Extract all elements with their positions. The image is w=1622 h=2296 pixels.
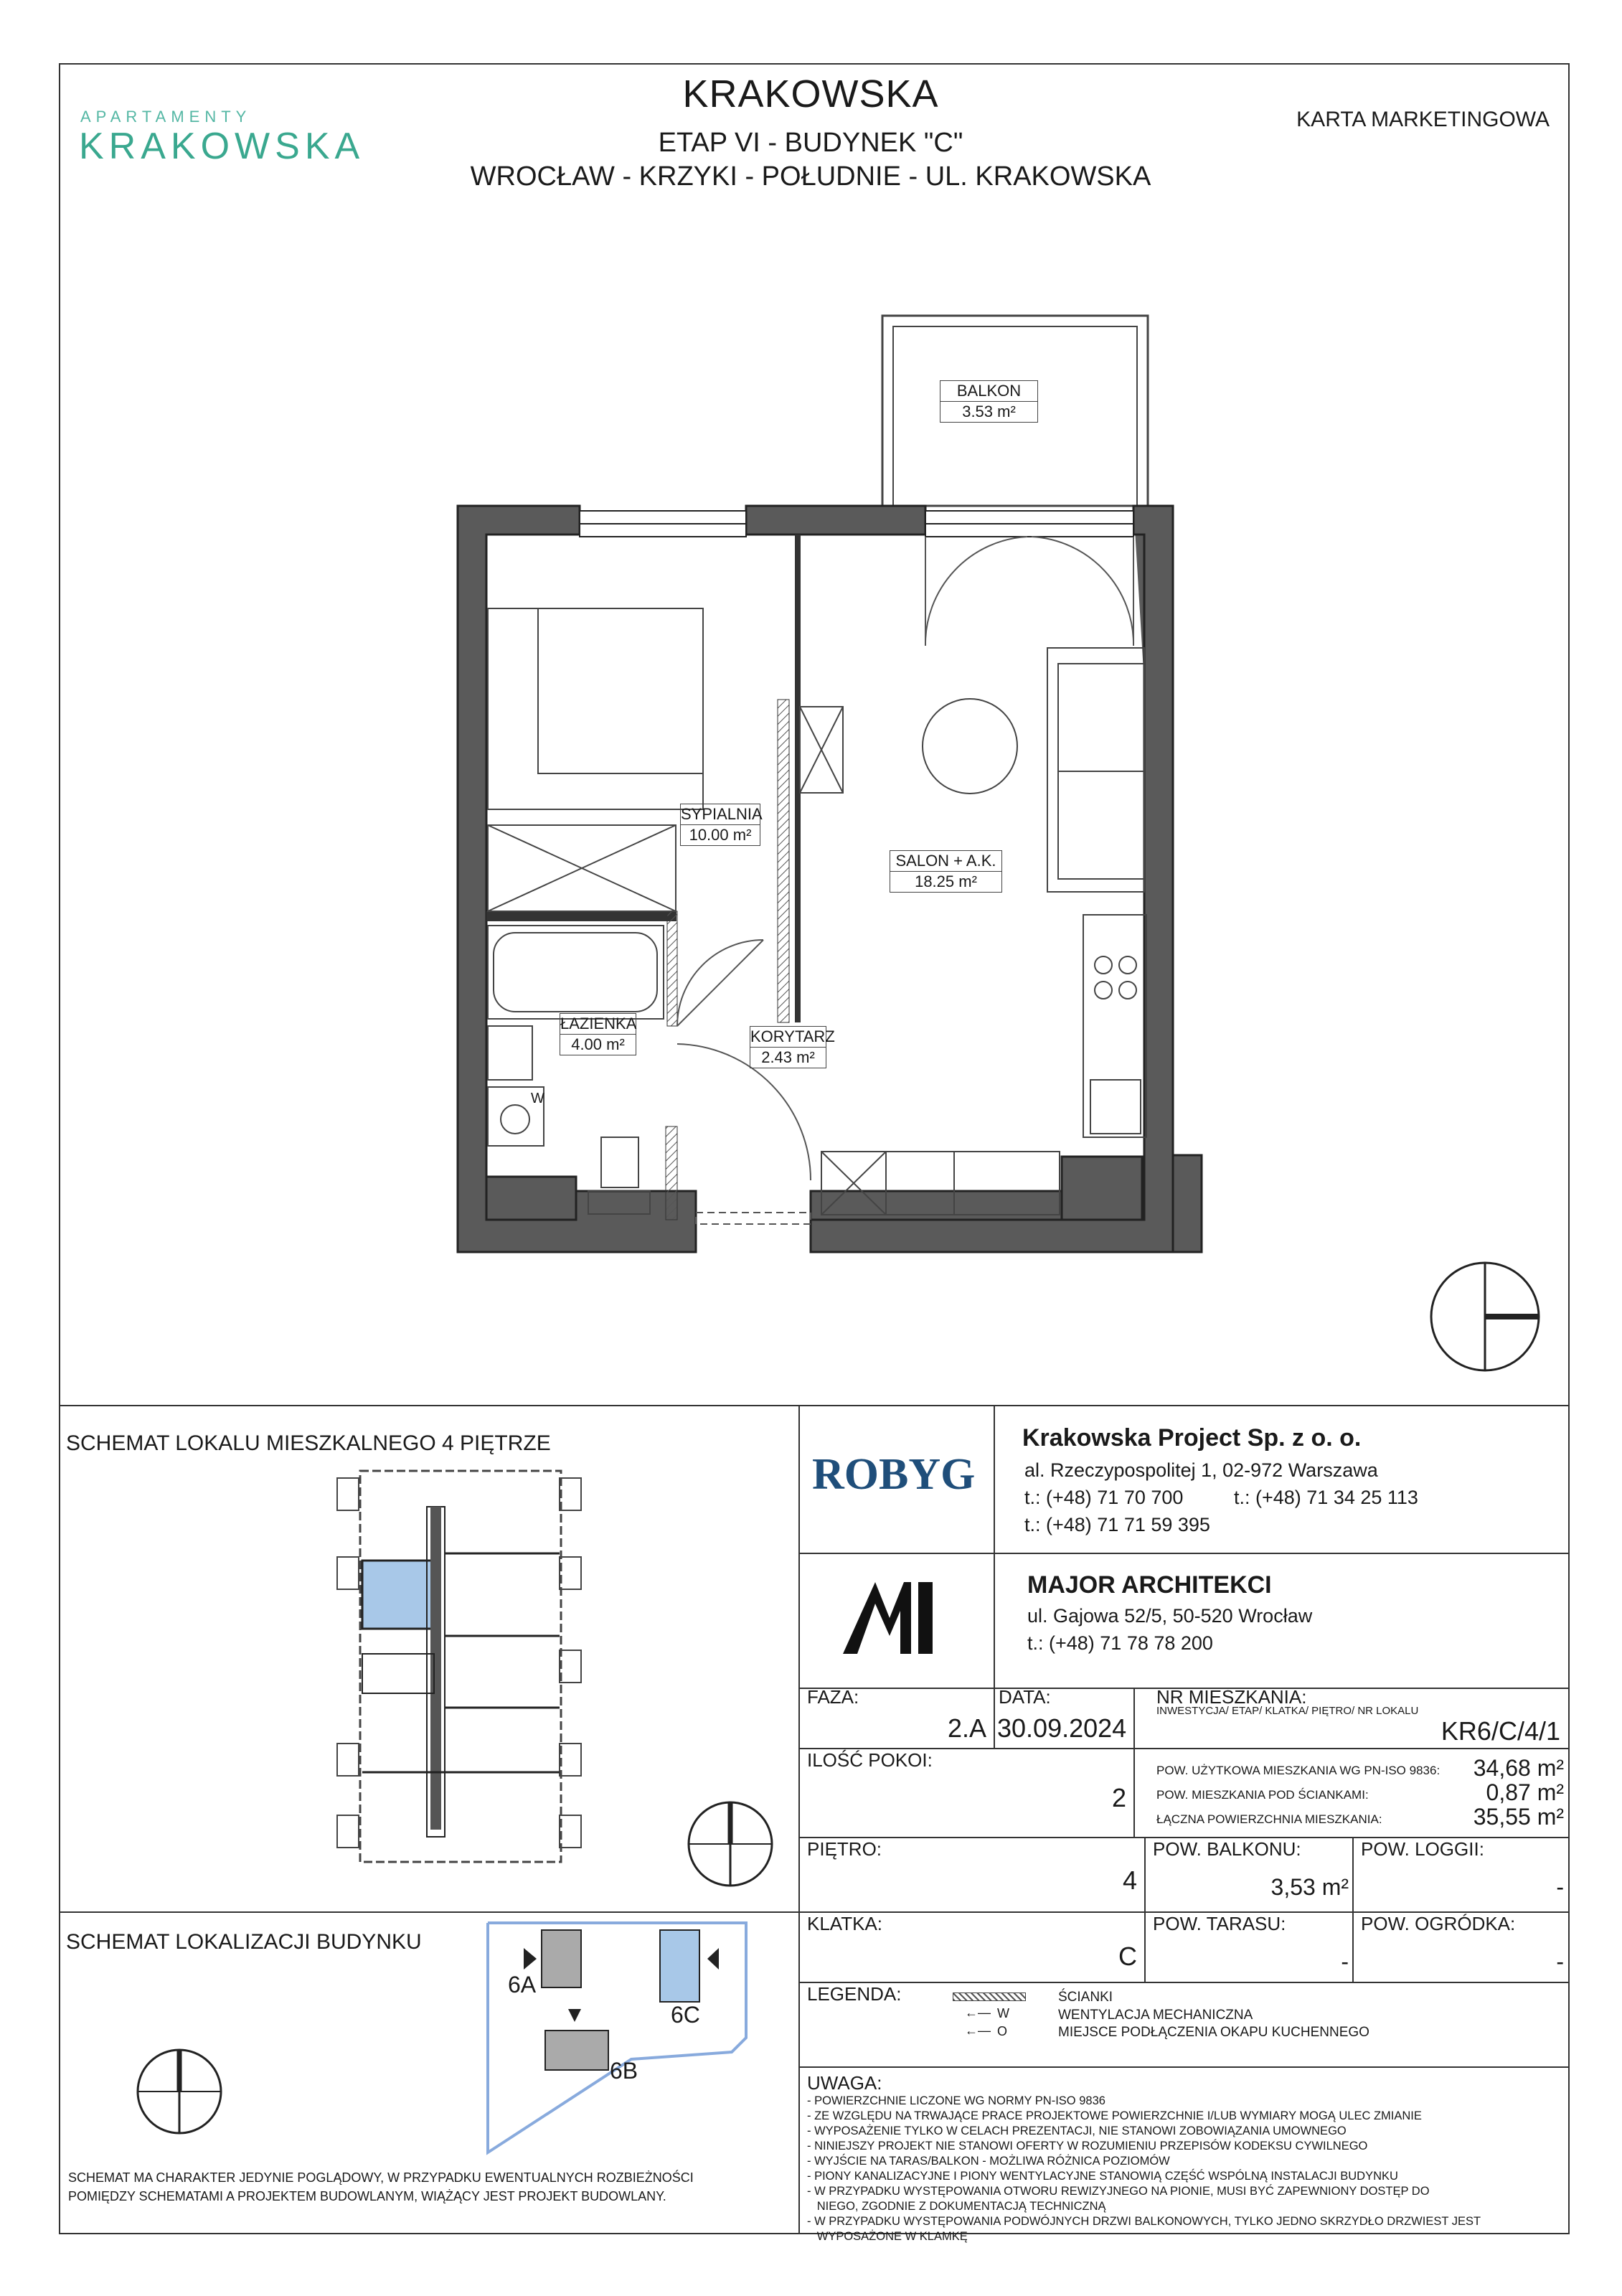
notes-list (807, 2094, 1560, 2244)
pokoje-label: ILOŚĆ POKOI: (807, 1749, 933, 1771)
balkon-value: 3,53 m² (1270, 1874, 1349, 1900)
floor-schema (330, 1464, 588, 1873)
faza-value: 2.A (947, 1713, 986, 1743)
legend-vent-arrow-icon: ←— (965, 2005, 991, 2020)
data-label: DATA: (999, 1686, 1051, 1708)
ogrodek-label: POW. OGRÓDKA: (1361, 1913, 1516, 1934)
note-line: - WYJŚCIE NA TARAS/BALKON - MOŻLIWA RÓŻNICA POZIOMÓW (807, 2155, 1170, 2168)
notes-title: UWAGA: (807, 2072, 882, 2094)
loggia-value: - (1556, 1874, 1564, 1900)
note-line: - POWIERZCHNIE LICZONE WG NORMY PN-ISO 9836 (807, 2094, 1105, 2107)
nr-value: KR6/C/4/1 (1441, 1716, 1560, 1746)
pokoje-value: 2 (1111, 1783, 1126, 1812)
building-label-6c: 6C (671, 2002, 700, 2028)
dining-table (923, 699, 1017, 794)
taras-value: - (1341, 1949, 1349, 1975)
note-line: WYPOSAŻONE W KLAMKĘ (807, 2230, 968, 2243)
pow-laczna-value: 35,55 m² (1473, 1804, 1564, 1830)
pow-scianki-label: POW. MIESZKANIA POD ŚCIANKAMI: (1156, 1788, 1369, 1802)
brand-logo-top: APARTAMENTY (80, 108, 252, 126)
ogrodek-value: - (1556, 1949, 1564, 1975)
balkon-label: POW. BALKONU: (1153, 1838, 1301, 1860)
developer-address: al. Rzeczypospolitej 1, 02-972 Warszawa (1024, 1459, 1378, 1481)
faza-label: FAZA: (807, 1686, 859, 1708)
developer-logo: ROBYG (812, 1450, 976, 1499)
legend-hood-symbol: O (997, 2024, 1008, 2038)
loggia-label: POW. LOGGII: (1361, 1838, 1484, 1860)
nr-label: NR MIESZKANIA: (1156, 1686, 1307, 1708)
building-6c (660, 1930, 699, 2002)
architect-logo (836, 1575, 951, 1661)
kitchen-counter (1083, 915, 1146, 1137)
data-value: 30.09.2024 (997, 1713, 1127, 1743)
page-subtitle-location: WROCŁAW - KRZYKI - POŁUDNIE - UL. KRAKOWSKA (470, 161, 1151, 192)
note-line: NIEGO, ZGODNIE Z DOKUMENTACJĄ TECHNICZNĄ (807, 2200, 1106, 2213)
room-label-sypialnia: SYPIALNIA 10.00 m² (680, 804, 760, 846)
architect-phone: t.: (+48) 71 78 78 200 (1027, 1632, 1213, 1654)
pow-laczna-label: ŁĄCZNA POWIERZCHNIA MIESZKANIA: (1156, 1812, 1382, 1826)
legend-title: LEGENDA: (807, 1983, 902, 2005)
divider-schemat (59, 1911, 798, 1913)
bathroom-sink (488, 1026, 532, 1080)
brand-logo-main: KRAKOWSKA (79, 126, 365, 167)
pow-uzyt-value: 34,68 m² (1473, 1755, 1564, 1781)
developer-phone-1: t.: (+48) 71 70 700 (1024, 1487, 1184, 1508)
nr-sublabel: INWESTYCJA/ ETAP/ KLATKA/ PIĘTRO/ NR LOKALU (1156, 1705, 1419, 1717)
building-label-6b: 6B (610, 2058, 638, 2084)
page-title: KRAKOWSKA (682, 72, 939, 116)
divider-center (798, 1405, 800, 2234)
bathtub (488, 926, 664, 1019)
pow-uzyt-label: POW. UŻYTKOWA MIESZKANIA WG PN-ISO 9836: (1156, 1764, 1441, 1777)
legend-wall-swatch (953, 1992, 1026, 2001)
sofa (1047, 648, 1144, 892)
schema-north-arrow (680, 1794, 781, 1894)
bed (488, 608, 703, 809)
note-line: - WYPOSAŻENIE TYLKO W CELACH PREZENTACJI, NIE STANOWI ZOBOWIĄZANIA UMOWNEGO (807, 2125, 1347, 2137)
legend-vent-symbol: W (997, 2006, 1009, 2020)
klatka-label: KLATKA: (807, 1913, 883, 1934)
note-line: - NINIEJSZY PROJEKT NIE STANOWI OFERTY W ROZUMIENIU PRZEPISÓW KODEKSU CYWILNEGO (807, 2140, 1368, 2152)
developer-phone-3: t.: (+48) 71 71 59 395 (1024, 1514, 1210, 1535)
location-north-arrow (129, 2041, 230, 2142)
developer-name: Krakowska Project Sp. z o. o. (1022, 1424, 1362, 1452)
toilet (601, 1137, 638, 1187)
building-label-6a: 6A (508, 1972, 537, 1998)
legend-item-walls: ŚCIANKI (1058, 1990, 1113, 2005)
room-label-salon: SALON + A.K. 18.25 m² (890, 850, 1002, 893)
outer-walls (458, 506, 696, 1252)
architect-address: ul. Gajowa 52/5, 50-520 Wrocław (1027, 1605, 1313, 1627)
klatka-value: C (1118, 1942, 1137, 1971)
developer-phone-2: t.: (+48) 71 34 25 113 (1234, 1487, 1418, 1508)
legend-item-vent: WENTYLACJA MECHANICZNA (1058, 2008, 1253, 2023)
wm-label: W (531, 1091, 544, 1106)
note-line: - ZE WZGLĘDU NA TRWAJĄCE PRACE PROJEKTOWE POWIERZCHNIE I/LUB WYMIARY MOGĄ ULEC ZMIANIE (807, 2109, 1422, 2122)
architect-name: MAJOR ARCHITEKCI (1027, 1571, 1272, 1599)
taras-label: POW. TARASU: (1153, 1913, 1286, 1934)
room-label-lazienka: ŁAZIENKA 4.00 m² (560, 1013, 636, 1055)
building-6b (545, 2031, 608, 2070)
legend-hood-arrow-icon: ←— (965, 2023, 991, 2038)
note-line: - W PRZYPADKU WYSTĘPOWANIA OTWORU REWIZYJNEGO NA PIONIE, MUSI BYĆ ZAPEWNIONY DOSTĘP DO (807, 2185, 1430, 2198)
pietro-label: PIĘTRO: (807, 1838, 882, 1860)
card-type-label: KARTA MARKETINGOWA (1296, 108, 1550, 131)
room-label-balkon: BALKON 3.53 m² (940, 380, 1038, 423)
note-line: - W PRZYPADKU WYSTĘPOWANIA PODWÓJNYCH DRZWI BALKONOWYCH, TYLKO JEDNO SKRZYDŁO DRZWIEST JEST (807, 2215, 1481, 2228)
page-subtitle-stage: ETAP VI - BUDYNEK "C" (658, 128, 963, 158)
note-line: - PIONY KANALIZACYJNE I PIONY WENTYLACYJNE STANOWIĄ CZĘŚĆ WSPÓLNĄ INSTALACJI BUDYNKU (807, 2170, 1398, 2183)
schema-disclaimer: SCHEMAT MA CHARAKTER JEDYNIE POGLĄDOWY, W PRZYPADKU EWENTUALNYCH ROZBIEŻNOŚCI POMIĘDZY SCHEMATAMI A PROJEKTEM BUDOWLANYM, WIĄŻĄCY JEST PROJEKT BUDOWLANY. (68, 2170, 694, 2203)
legend-item-hood: MIEJSCE PODŁĄCZENIA OKAPU KUCHENNEGO (1058, 2025, 1369, 2040)
pietro-value: 4 (1122, 1866, 1137, 1895)
room-label-korytarz: KORYTARZ 2.43 m² (750, 1026, 826, 1068)
location-schema (459, 1916, 775, 2181)
location-schema-title: SCHEMAT LOKALIZACJI BUDYNKU (66, 1930, 422, 1954)
pow-scianki-value: 0,87 m² (1486, 1779, 1564, 1805)
divider-main (59, 1405, 1570, 1406)
building-6a (542, 1930, 581, 1987)
floor-schema-title: SCHEMAT LOKALU MIESZKALNEGO 4 PIĘTRZE (66, 1431, 551, 1455)
